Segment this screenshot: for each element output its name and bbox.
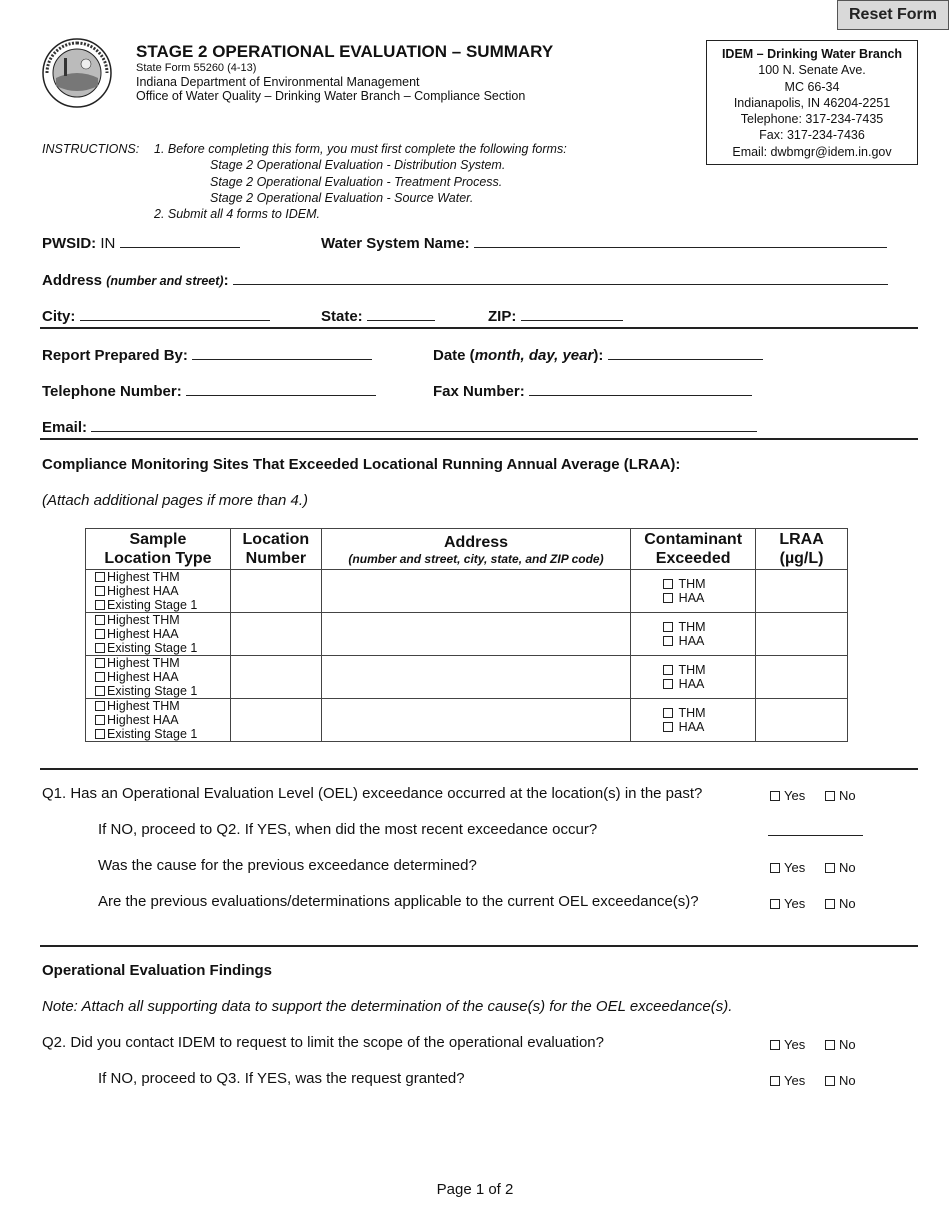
contaminant-option[interactable]: THM (631, 663, 755, 677)
contaminant-option[interactable]: HAA (631, 634, 755, 648)
checkbox[interactable] (95, 572, 105, 582)
form-number: State Form 55260 (4-13) (136, 62, 257, 74)
checkbox[interactable] (663, 722, 673, 732)
location-option[interactable]: Existing Stage 1 (86, 641, 230, 655)
pwsid-prefix: IN (100, 235, 116, 252)
telephone-input[interactable] (186, 381, 376, 396)
email-field (42, 417, 757, 436)
checkbox[interactable] (663, 636, 673, 646)
checkbox[interactable] (825, 1040, 835, 1050)
contact-line: 100 N. Senate Ave. (758, 63, 866, 78)
city-input[interactable] (80, 306, 270, 321)
zip-label: ZIP: (488, 308, 517, 325)
question-q1c: Are the previous evaluations/determinations applicable to the current OEL exceedance(s)? (98, 893, 699, 910)
pwsid-label: PWSID: (42, 235, 97, 252)
zip-input[interactable] (521, 306, 623, 321)
checkbox[interactable] (95, 715, 105, 725)
checkbox[interactable] (825, 863, 835, 873)
address-label: Address (42, 272, 103, 289)
address-colon: : (223, 272, 229, 289)
prepared-by-label: Report Prepared By: (42, 347, 188, 364)
table-row (86, 656, 848, 699)
location-option[interactable]: Existing Stage 1 (86, 727, 230, 741)
col-header-contaminant: Contaminant Exceeded (631, 529, 756, 570)
location-option[interactable]: Existing Stage 1 (86, 684, 230, 698)
date-input[interactable] (608, 345, 763, 360)
address-field (42, 270, 888, 289)
checkbox[interactable] (95, 729, 105, 739)
checkbox[interactable] (663, 579, 673, 589)
instructions-subitem: Stage 2 Operational Evaluation - Treatment Process. (210, 175, 503, 189)
location-option[interactable]: Highest HAA (86, 627, 230, 641)
date-field (433, 345, 763, 364)
email-label: Email: (42, 419, 88, 436)
contact-line: Email: dwbmgr@idem.in.gov (732, 144, 892, 159)
city-field (42, 306, 270, 325)
date-hint: month, day, year (474, 347, 594, 364)
contaminant-option[interactable]: THM (631, 577, 755, 591)
location-number-cell[interactable] (230, 699, 321, 742)
col-header-lraa: LRAA (µg/L) (756, 529, 848, 570)
location-number-cell[interactable] (230, 613, 321, 656)
q2a-yes-option[interactable]: Yes (770, 1073, 805, 1088)
lraa-value-cell[interactable] (756, 570, 848, 613)
findings-note: Note: Attach all supporting data to support the determination of the cause(s) for the OEL exceedance(s). (42, 998, 733, 1015)
location-number-cell[interactable] (230, 656, 321, 699)
instructions-label: INSTRUCTIONS: (42, 142, 140, 156)
checkbox[interactable] (95, 643, 105, 653)
prepared-by-input[interactable] (192, 345, 372, 360)
checkbox[interactable] (770, 899, 780, 909)
checkbox[interactable] (825, 791, 835, 801)
q1c-yes-option[interactable]: Yes (770, 896, 805, 911)
col-header-address: Address (number and street, city, state, and ZIP code) (321, 529, 630, 570)
location-number-cell[interactable] (230, 570, 321, 613)
lraa-value-cell[interactable] (756, 699, 848, 742)
fax-field (433, 381, 752, 400)
location-option[interactable]: Highest HAA (86, 713, 230, 727)
lraa-value-cell[interactable] (756, 656, 848, 699)
location-option[interactable]: Highest HAA (86, 670, 230, 684)
checkbox[interactable] (770, 863, 780, 873)
checkbox[interactable] (663, 665, 673, 675)
state-label: State: (321, 308, 363, 325)
contaminant-option[interactable]: HAA (631, 591, 755, 605)
location-option[interactable]: Highest THM (86, 656, 230, 670)
question-q2a: If NO, proceed to Q3. If YES, was the request granted? (98, 1070, 465, 1087)
checkbox[interactable] (770, 1076, 780, 1086)
q2a-no-option[interactable]: No (825, 1073, 856, 1088)
checkbox[interactable] (95, 658, 105, 668)
checkbox[interactable] (95, 629, 105, 639)
checkbox[interactable] (770, 1040, 780, 1050)
state-input[interactable] (367, 306, 435, 321)
lraa-note: (Attach additional pages if more than 4.) (42, 492, 308, 509)
section-divider (40, 945, 918, 947)
state-field (321, 306, 435, 325)
city-label: City: (42, 308, 76, 325)
contaminant-option[interactable]: THM (631, 706, 755, 720)
checkbox[interactable] (770, 791, 780, 801)
date-label: Date ( (433, 347, 475, 364)
q1b-no-option[interactable]: No (825, 860, 856, 875)
contaminant-option[interactable]: HAA (631, 720, 755, 734)
q1-yes-option[interactable]: Yes (770, 788, 805, 803)
q1-no-option[interactable]: No (825, 788, 856, 803)
table-row (86, 699, 848, 742)
contact-line: Telephone: 317-234-7435 (740, 112, 884, 127)
fax-input[interactable] (529, 381, 752, 396)
question-q1: Q1. Has an Operational Evaluation Level (OEL) exceedance occurred at the location(s) in the past? (42, 785, 703, 802)
table-row (86, 613, 848, 656)
address-cell[interactable] (321, 699, 630, 742)
lraa-value-cell[interactable] (756, 613, 848, 656)
checkbox[interactable] (95, 701, 105, 711)
address-hint: (number and street) (106, 274, 224, 288)
lraa-sites-table (85, 528, 848, 742)
contaminant-cell (631, 656, 756, 699)
checkbox[interactable] (95, 600, 105, 610)
checkbox[interactable] (663, 622, 673, 632)
location-type-cell (86, 613, 231, 656)
q1b-yes-option[interactable]: Yes (770, 860, 805, 875)
contaminant-cell (631, 613, 756, 656)
water-system-name-field (321, 233, 887, 252)
section-divider (40, 438, 918, 440)
section-divider (40, 768, 918, 770)
question-q1b: Was the cause for the previous exceedance determined? (98, 857, 477, 874)
contact-title: IDEM – Drinking Water Branch (721, 47, 903, 61)
location-type-cell (86, 656, 231, 699)
page-number: Page 1 of 2 (436, 1181, 514, 1198)
form-title: STAGE 2 OPERATIONAL EVALUATION – SUMMARY (136, 42, 554, 61)
location-option[interactable]: Existing Stage 1 (86, 598, 230, 612)
lraa-heading: Compliance Monitoring Sites That Exceeded Locational Running Annual Average (LRAA): (42, 456, 681, 473)
location-option[interactable]: Highest HAA (86, 584, 230, 598)
location-option[interactable]: Highest THM (86, 613, 230, 627)
col-header-location-number: Location Number (230, 529, 321, 570)
checkbox[interactable] (95, 615, 105, 625)
col-header-location-type: Sample Location Type (86, 529, 231, 570)
contaminant-cell (631, 699, 756, 742)
q2-yes-option[interactable]: Yes (770, 1037, 805, 1052)
location-option[interactable]: Highest THM (86, 699, 230, 713)
contact-line: Fax: 317-234-7436 (759, 128, 865, 143)
checkbox[interactable] (95, 686, 105, 696)
contact-line: Indianapolis, IN 46204-2251 (733, 95, 891, 110)
prepared-by-field (42, 345, 372, 364)
checkbox[interactable] (95, 586, 105, 596)
table-row (86, 570, 848, 613)
pwsid-field (42, 233, 240, 252)
question-q2: Q2. Did you contact IDEM to request to limit the scope of the operational evaluation? (42, 1034, 604, 1051)
office-name: Office of Water Quality – Drinking Water Branch – Compliance Section (136, 89, 526, 103)
address-input[interactable] (233, 270, 888, 285)
checkbox[interactable] (95, 672, 105, 682)
email-input[interactable] (91, 417, 757, 432)
indiana-state-seal (42, 38, 112, 108)
department-name: Indiana Department of Environmental Management (136, 75, 420, 89)
zip-field (488, 306, 623, 325)
date-label-close: ): (593, 347, 604, 364)
checkbox[interactable] (663, 593, 673, 603)
address-cell[interactable] (321, 613, 630, 656)
location-type-cell (86, 570, 231, 613)
q1c-no-option[interactable]: No (825, 896, 856, 911)
instructions-item-2: 2. Submit all 4 forms to IDEM. (154, 207, 321, 221)
q1a-date-input[interactable] (768, 835, 863, 836)
address-cell[interactable] (321, 656, 630, 699)
contaminant-option[interactable]: HAA (631, 677, 755, 691)
instructions-item-1: 1. Before completing this form, you must first complete the following forms: (154, 142, 567, 156)
location-type-cell (86, 699, 231, 742)
location-option[interactable]: Highest THM (86, 570, 230, 584)
pwsid-input[interactable] (120, 233, 240, 248)
reset-form-button[interactable]: Reset Form (837, 0, 949, 30)
telephone-field (42, 381, 376, 400)
findings-heading: Operational Evaluation Findings (42, 962, 273, 979)
contaminant-option[interactable]: THM (631, 620, 755, 634)
contaminant-cell (631, 570, 756, 613)
contact-line: MC 66-34 (784, 79, 840, 94)
contact-box (706, 40, 918, 165)
q2-no-option[interactable]: No (825, 1037, 856, 1052)
section-divider (40, 327, 918, 329)
checkbox[interactable] (663, 708, 673, 718)
checkbox[interactable] (825, 899, 835, 909)
checkbox[interactable] (825, 1076, 835, 1086)
water-system-name-label: Water System Name: (321, 235, 470, 252)
instructions-subitem: Stage 2 Operational Evaluation - Distribution System. (210, 158, 506, 172)
instructions-subitem: Stage 2 Operational Evaluation - Source Water. (210, 191, 474, 205)
telephone-label: Telephone Number: (42, 383, 182, 400)
water-system-name-input[interactable] (474, 233, 887, 248)
question-q1a: If NO, proceed to Q2. If YES, when did the most recent exceedance occur? (98, 821, 598, 838)
address-cell[interactable] (321, 570, 630, 613)
fax-label: Fax Number: (433, 383, 525, 400)
checkbox[interactable] (663, 679, 673, 689)
